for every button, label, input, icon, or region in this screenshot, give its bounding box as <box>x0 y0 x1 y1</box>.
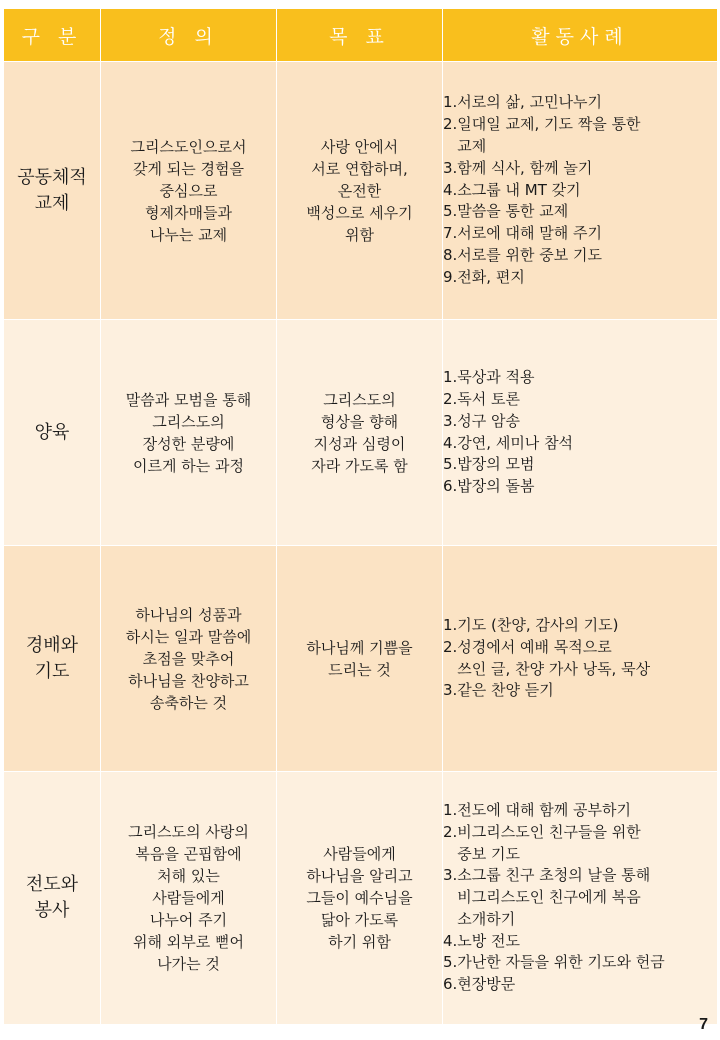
activity-item: 비그리스도인 친구에게 복음 <box>443 888 641 907</box>
activity-item: 7.서로에 대해 말해 주기 <box>443 224 603 243</box>
row-definition: 말씀과 모범을 통해 그리스도의 장성한 분량에 이르게 하는 과정 <box>101 320 277 546</box>
activity-item: 1.묵상과 적용 <box>443 368 535 387</box>
header-definition: 정 의 <box>101 9 277 62</box>
activity-item: 5.가난한 자들을 위한 기도와 헌금 <box>443 953 665 972</box>
activity-item: 1.기도 (찬양, 감사의 기도) <box>443 615 619 634</box>
row-category: 공동체적 교제 <box>4 62 101 320</box>
activity-item: 9.전화, 편지 <box>443 267 525 286</box>
activity-item: 6.현장방문 <box>443 975 516 994</box>
activity-item: 1.전도에 대해 함께 공부하기 <box>443 800 632 819</box>
activity-item: 3.같은 찬양 듣기 <box>443 681 554 700</box>
activity-item: 5.밥장의 모범 <box>443 455 535 474</box>
activity-item: 4.강연, 세미나 참석 <box>443 433 574 452</box>
row-activities <box>443 546 718 772</box>
row-definition: 그리스도인으로서 갖게 되는 경험을 중심으로 형제자매들과 나누는 교제 <box>101 62 277 320</box>
activity-item: 3.성구 암송 <box>443 411 521 430</box>
row-goal: 하나님께 기쁨을 드리는 것 <box>277 546 443 772</box>
activity-item: 4.노방 전도 <box>443 931 521 950</box>
table-header-row <box>4 9 718 62</box>
table-row <box>4 62 718 320</box>
activity-item: 5.말씀을 통한 교제 <box>443 202 569 221</box>
activity-item: 쓰인 글, 찬양 가사 낭독, 묵상 <box>443 659 651 678</box>
header-activities: 활동사례 <box>443 9 718 62</box>
table-row <box>4 320 718 546</box>
page-number: 7 <box>699 1016 708 1033</box>
activity-item: 2.독서 토론 <box>443 389 521 408</box>
row-activities <box>443 320 718 546</box>
row-activities <box>443 62 718 320</box>
activity-item: 2.일대일 교제, 기도 짝을 통한 <box>443 115 641 134</box>
activity-item: 6.밥장의 돌봄 <box>443 477 535 496</box>
activity-item: 8.서로를 위한 중보 기도 <box>443 245 603 264</box>
activity-item: 소개하기 <box>443 909 516 928</box>
ministry-table <box>3 8 718 1025</box>
row-goal: 사람들에게 하나님을 알리고 그들이 예수님을 닮아 가도록 하기 위함 <box>277 772 443 1025</box>
activity-item: 2.성경에서 예배 목적으로 <box>443 637 612 656</box>
table-row <box>4 772 718 1025</box>
header-goal: 목 표 <box>277 9 443 62</box>
row-category: 양육 <box>4 320 101 546</box>
activity-item: 3.소그룹 친구 초청의 날을 통해 <box>443 866 651 885</box>
header-category: 구 분 <box>4 9 101 62</box>
row-definition: 그리스도의 사랑의 복음을 곤핍함에 처해 있는 사람들에게 나누어 주기 위해 외부로 뻗어 나가는 것 <box>101 772 277 1025</box>
activity-item: 4.소그룹 내 MT 갖기 <box>443 180 581 199</box>
activity-item: 1.서로의 삶, 고민나누기 <box>443 93 603 112</box>
table-row <box>4 546 718 772</box>
row-category: 전도와 봉사 <box>4 772 101 1025</box>
row-goal: 그리스도의 형상을 향해 지성과 심령이 자라 가도록 함 <box>277 320 443 546</box>
row-goal: 사랑 안에서 서로 연합하며, 온전한 백성으로 세우기 위함 <box>277 62 443 320</box>
activity-item: 교제 <box>443 137 487 155</box>
row-activities <box>443 772 718 1025</box>
activity-item: 3.함께 식사, 함께 놀기 <box>443 158 593 177</box>
row-definition: 하나님의 성품과 하시는 일과 말씀에 초점을 맞추어 하나님을 찬양하고 송축하는 것 <box>101 546 277 772</box>
activity-item: 2.비그리스도인 친구들을 위한 <box>443 822 641 841</box>
row-category: 경배와 기도 <box>4 546 101 772</box>
activity-item: 중보 기도 <box>443 844 521 863</box>
